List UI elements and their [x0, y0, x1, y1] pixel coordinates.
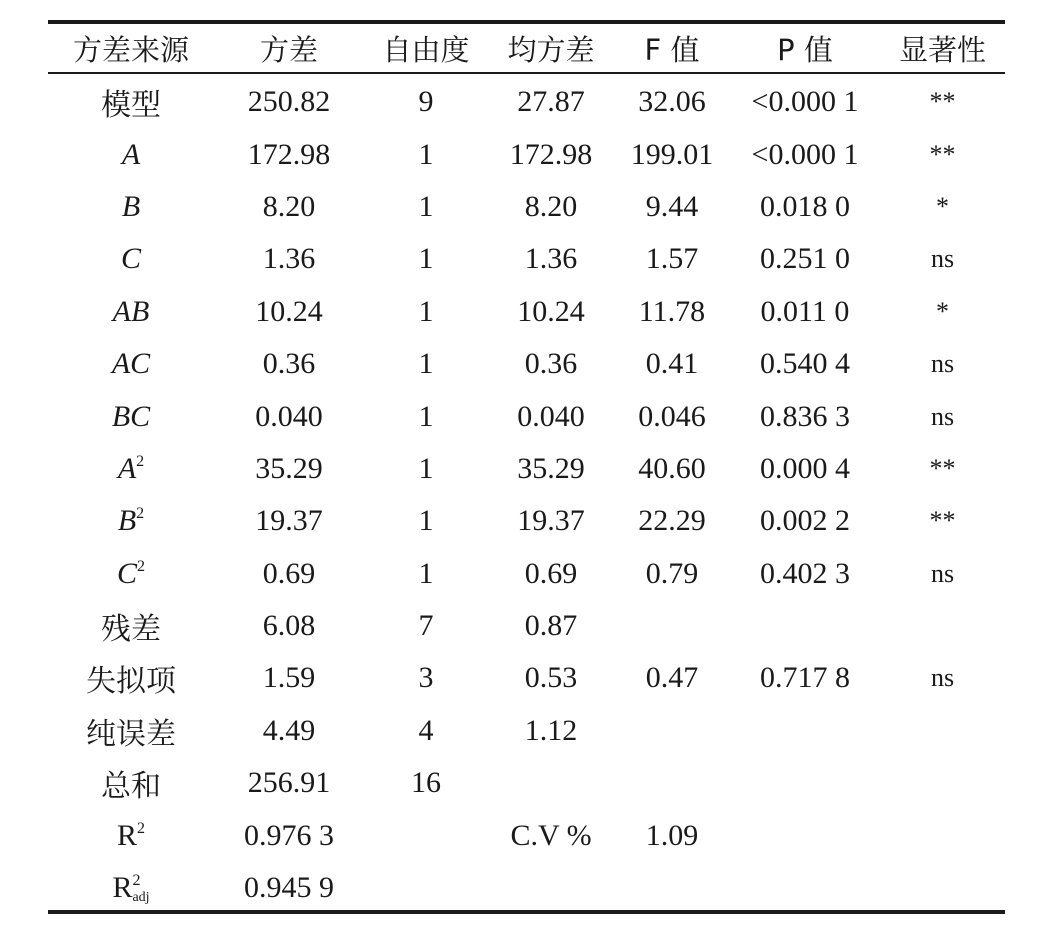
cell-source: BC	[111, 399, 151, 433]
table-row	[48, 181, 1005, 233]
header-sig: 显著性	[898, 32, 986, 67]
r2-empty-p	[730, 809, 880, 861]
cell-ss: 256.91	[247, 766, 331, 800]
cell-ss: 4.49	[262, 713, 316, 747]
r2-label: $R^2$	[116, 818, 145, 852]
cell-sig: ns	[930, 349, 955, 379]
cell-source: 纯误差	[86, 717, 176, 751]
cell-sig: ns	[930, 663, 955, 693]
cell-source: $C^2$	[116, 556, 145, 590]
cell-f	[614, 757, 730, 809]
cell-f: 32.06	[638, 85, 706, 119]
cell-df: 1	[418, 294, 434, 328]
cell-source: $A^2$	[117, 451, 145, 485]
table-row	[48, 390, 1005, 442]
r2-empty	[364, 809, 488, 861]
cell-sig: ns	[930, 401, 955, 431]
cell-df: 1	[418, 242, 434, 276]
cell-p: 0.717 8	[760, 661, 850, 695]
table-row	[48, 72, 1005, 128]
cell-ms: 35.29	[517, 451, 585, 485]
cell-p: 0.011 0	[760, 294, 850, 328]
cell-f: 199.01	[630, 137, 714, 171]
cell-df: 1	[418, 504, 434, 538]
table-row	[48, 652, 1005, 704]
cell-sig: **	[929, 87, 956, 117]
table-row	[48, 233, 1005, 285]
cell-ms: 0.53	[524, 661, 578, 695]
cell-ss: 1.59	[262, 661, 316, 695]
cell-df: 1	[418, 189, 434, 223]
cell-f: 0.41	[645, 347, 699, 381]
cell-p: 0.540 4	[760, 347, 850, 381]
r2adj-label: $R^2_{adj}$	[112, 870, 150, 905]
r2-value: 0.976 3	[244, 818, 334, 852]
cell-source: 模型	[101, 89, 161, 123]
cell-source: 残差	[101, 613, 161, 647]
cell-p: 0.000 4	[760, 451, 850, 485]
cell-df: 1	[418, 556, 434, 590]
cell-ms: 172.98	[509, 137, 593, 171]
cell-source: AB	[112, 294, 150, 328]
cell-ss: 19.37	[255, 504, 323, 538]
cell-df: 1	[418, 137, 434, 171]
table-row	[48, 495, 1005, 547]
cell-source: $B^2$	[117, 504, 145, 538]
header-df: 自由度	[382, 32, 470, 67]
cell-f: 40.60	[638, 451, 706, 485]
table-row	[48, 338, 1005, 390]
cell-f: 1.57	[645, 242, 699, 276]
cell-p: 0.251 0	[760, 242, 850, 276]
cell-p: 0.402 3	[760, 556, 850, 590]
cell-ss: 0.69	[262, 556, 316, 590]
cell-sig: **	[929, 453, 956, 483]
cell-df: 1	[418, 451, 434, 485]
table-body	[48, 72, 1005, 914]
cell-source: C	[120, 242, 141, 276]
table-row	[48, 600, 1005, 652]
cell-source: B	[121, 189, 141, 223]
header-f: F 值	[644, 32, 700, 67]
cell-df: 1	[418, 399, 434, 433]
cell-source: AC	[111, 347, 151, 381]
cell-ss: 250.82	[247, 85, 331, 119]
table-row-r2adj	[48, 862, 1005, 914]
cell-f	[614, 600, 730, 652]
table-row	[48, 705, 1005, 757]
cell-ss: 10.24	[255, 294, 323, 328]
cell-f: 0.046	[638, 399, 706, 433]
cell-ss: 35.29	[255, 451, 323, 485]
cv-value: 1.09	[645, 818, 699, 852]
table-row	[48, 757, 1005, 809]
cell-ss: 6.08	[262, 609, 316, 643]
cell-ms: 1.36	[524, 242, 578, 276]
cell-f	[614, 705, 730, 757]
cell-ms: 27.87	[517, 85, 585, 119]
cell-f: 22.29	[638, 504, 706, 538]
table-row	[48, 443, 1005, 495]
cell-f: 9.44	[645, 189, 699, 223]
cell-ms: 19.37	[517, 504, 585, 538]
cell-p: <0.000 1	[751, 85, 859, 119]
header-p: P 值	[777, 32, 833, 67]
cell-source: A	[121, 137, 141, 171]
cell-ss: 8.20	[262, 189, 316, 223]
header-ss: 方差	[259, 32, 318, 67]
cell-ss: 0.36	[262, 347, 316, 381]
cell-sig	[880, 705, 1005, 757]
header-source: 方差来源	[72, 32, 189, 67]
cell-p: 0.018 0	[760, 189, 850, 223]
cell-ss: 172.98	[247, 137, 331, 171]
cell-f: 11.78	[638, 294, 706, 328]
cell-p	[730, 705, 880, 757]
cell-source: 失拟项	[86, 665, 176, 699]
cell-p: 0.836 3	[760, 399, 850, 433]
cell-ms: 0.36	[524, 347, 578, 381]
cell-ms: 8.20	[524, 189, 578, 223]
table-row	[48, 128, 1005, 180]
cell-f: 0.79	[645, 556, 699, 590]
cell-sig	[880, 600, 1005, 652]
r2adj-value: 0.945 9	[244, 871, 334, 905]
cell-ms: 0.87	[524, 609, 578, 643]
cell-p	[730, 600, 880, 652]
cell-sig: ns	[930, 558, 955, 588]
header-ms: 均方差	[507, 32, 595, 67]
cell-df: 1	[418, 347, 434, 381]
cell-source: 总和	[101, 770, 161, 804]
cv-label: C.V %	[510, 818, 592, 852]
header-row	[48, 24, 1005, 72]
cell-sig: ns	[930, 244, 955, 274]
cell-ms: 0.69	[524, 556, 578, 590]
cell-df: 3	[418, 661, 434, 695]
cell-ss: 0.040	[255, 399, 323, 433]
cell-sig: **	[929, 139, 956, 169]
cell-df: 16	[411, 766, 441, 800]
table-row	[48, 548, 1005, 600]
table-row	[48, 286, 1005, 338]
cell-df: 9	[418, 85, 434, 119]
cell-sig: **	[929, 506, 956, 536]
cell-p	[730, 757, 880, 809]
cell-sig	[880, 757, 1005, 809]
cell-ss: 1.36	[262, 242, 316, 276]
cell-p: <0.000 1	[751, 137, 859, 171]
cell-df: 4	[418, 713, 434, 747]
cell-ms	[488, 757, 614, 809]
r2-empty-sig	[880, 809, 1005, 861]
cell-ms: 10.24	[517, 294, 585, 328]
cell-sig: *	[936, 296, 949, 326]
cell-f: 0.47	[645, 661, 699, 695]
anova-table	[48, 24, 1005, 914]
cell-ms: 0.040	[517, 399, 585, 433]
cell-df: 7	[418, 609, 434, 643]
table-row-r2	[48, 809, 1005, 861]
cell-ms: 1.12	[524, 713, 578, 747]
cell-p: 0.002 2	[760, 504, 850, 538]
cell-sig: *	[936, 191, 949, 221]
